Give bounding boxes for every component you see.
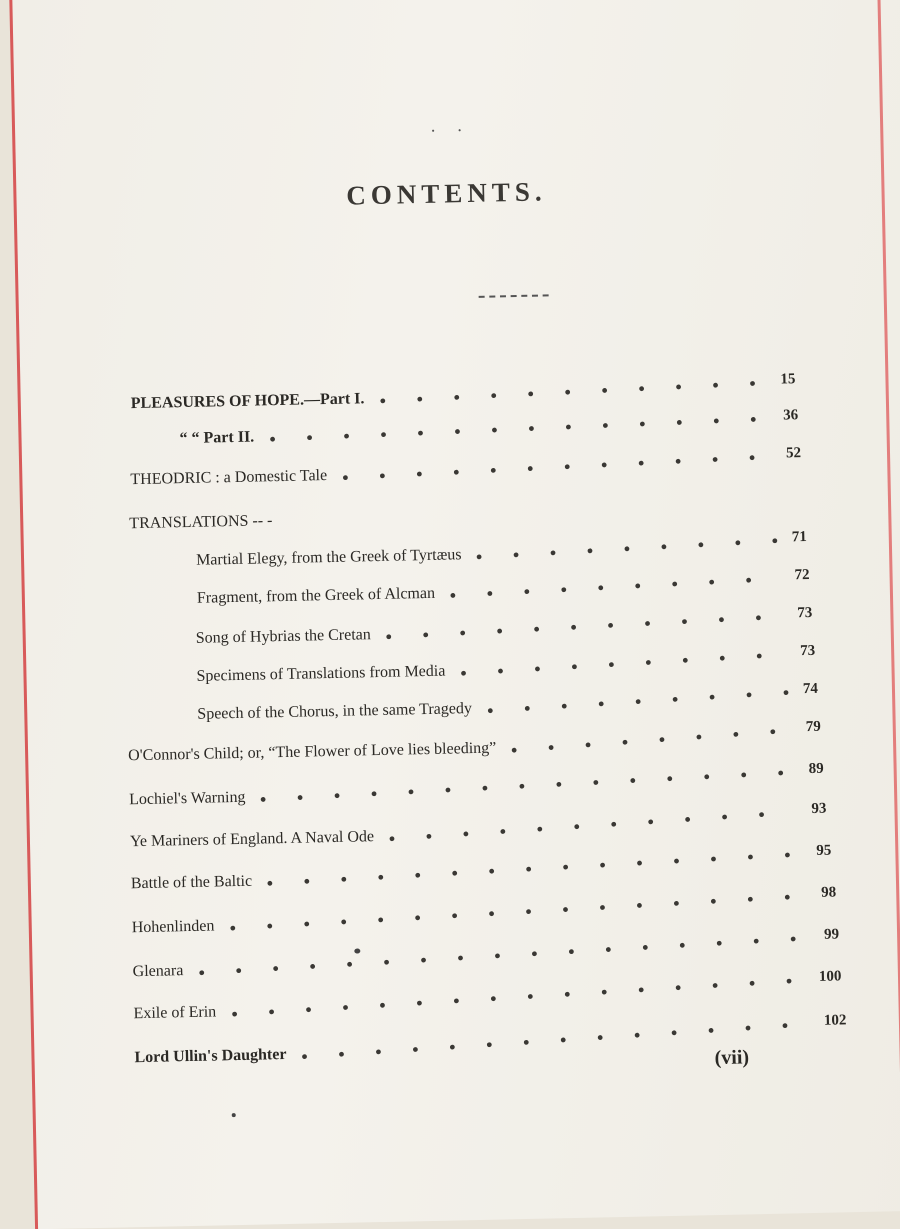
leader-dot — [426, 834, 431, 839]
toc-entry-page: 74 — [802, 680, 819, 698]
leader-dot — [599, 701, 604, 706]
leader-dot — [376, 1049, 381, 1054]
page-red-edge — [877, 0, 900, 1211]
leader-dot — [643, 945, 648, 950]
leader-dot — [630, 778, 635, 783]
leader-dot — [674, 859, 679, 864]
leader-dot — [561, 1038, 566, 1043]
leader-dot — [378, 875, 383, 880]
leader-dot — [566, 425, 571, 430]
leader-dot — [680, 943, 685, 948]
leader-dot — [698, 542, 703, 547]
leader-dot — [672, 1030, 677, 1035]
leader-dot — [640, 422, 645, 427]
leader-dot — [709, 580, 714, 585]
leader-dot — [489, 911, 494, 916]
leader-dot — [273, 966, 278, 971]
toc-entry-title: TRANSLATIONS -- - — [129, 512, 273, 533]
leader-dot — [770, 729, 775, 734]
toc-entry-title: Battle of the Baltic — [130, 872, 253, 893]
toc-entry-page: 95 — [816, 842, 832, 859]
leader-dot — [498, 669, 503, 674]
leader-dot — [341, 877, 346, 882]
leader-dot — [491, 393, 496, 398]
leader-dot — [735, 540, 740, 545]
leader-dot — [269, 1009, 274, 1014]
toc-entry-title: Exile of Erin — [133, 1003, 217, 1023]
leader-dot — [673, 697, 678, 702]
toc-entry — [196, 626, 371, 648]
leader-dot — [528, 466, 533, 471]
leader-dot — [500, 829, 505, 834]
toc-entry-title: Martial Elegy, from the Greek of Tyrtæus — [195, 546, 462, 569]
leader-dot — [267, 924, 272, 929]
leader-dot — [600, 863, 605, 868]
leader-dot — [347, 962, 352, 967]
leader-dot — [236, 968, 241, 973]
leader-dot — [772, 538, 777, 543]
toc-entry — [179, 429, 254, 449]
leader-dot — [722, 815, 727, 820]
leader-dot — [603, 423, 608, 428]
leader-dot — [733, 732, 738, 737]
leader-dot — [625, 546, 630, 551]
leader-dot — [535, 666, 540, 671]
toc-entry-page: 36 — [783, 407, 799, 424]
leader-dot — [636, 699, 641, 704]
leader-dot — [750, 981, 755, 986]
toc-entry-page: 52 — [785, 445, 802, 462]
leader-dot — [310, 964, 315, 969]
leader-dot — [232, 1012, 237, 1017]
leader-dot — [454, 470, 459, 475]
toc-entry-page: 79 — [805, 718, 821, 736]
leader-dot — [719, 617, 724, 622]
leader-dot — [372, 791, 377, 796]
leader-dot — [306, 1007, 311, 1012]
leader-dot — [482, 786, 487, 791]
leader-dot — [561, 587, 566, 592]
toc-entry — [196, 663, 445, 686]
leader-dot — [791, 937, 796, 942]
leader-dot — [720, 656, 725, 661]
leader-dot — [565, 464, 570, 469]
toc-entry-title: THEODRIC : a Domestic Tale — [130, 467, 328, 489]
leader-dot — [672, 582, 677, 587]
leader-dot — [423, 632, 428, 637]
leader-dot — [230, 926, 235, 931]
toc-entry-title: Lochiel's Warning — [128, 788, 246, 809]
leader-dot — [674, 901, 679, 906]
leader-dot — [450, 593, 455, 598]
leader-dot — [487, 1042, 492, 1047]
leader-dot — [341, 919, 346, 924]
leader-dot — [458, 956, 463, 961]
leader-dot — [572, 664, 577, 669]
page-title: CONTENTS. — [346, 176, 547, 211]
leader-dot — [598, 1035, 603, 1040]
leader-dot — [380, 1003, 385, 1008]
toc-entry-page: 100 — [818, 968, 842, 985]
leader-dot — [417, 1001, 422, 1006]
leader-dot — [751, 417, 756, 422]
leader-dot — [562, 704, 567, 709]
leader-dot — [711, 899, 716, 904]
toc-entry-title: O'Connor's Child; or, “The Flower of Love lies bleeding” — [128, 739, 497, 765]
leader-dot — [415, 915, 420, 920]
leader-dot — [676, 985, 681, 990]
book-page — [9, 0, 900, 1229]
leader-dot — [713, 383, 718, 388]
leader-dot — [646, 660, 651, 665]
leader-dot — [390, 836, 395, 841]
leader-dot — [746, 1026, 751, 1031]
toc-entry-page: 89 — [808, 760, 824, 778]
leader-dot — [532, 951, 537, 956]
leader-dot — [754, 939, 759, 944]
leader-dot — [343, 475, 348, 480]
leader-dot — [512, 748, 517, 753]
leader-dot — [635, 583, 640, 588]
leader-dot — [409, 789, 414, 794]
leader-dot — [714, 418, 719, 423]
leader-dot — [661, 544, 666, 549]
leader-dot — [417, 472, 422, 477]
toc-entry-page: 15 — [780, 371, 796, 388]
leader-dot — [491, 996, 496, 1001]
leader-dot — [307, 435, 312, 440]
leader-dot — [711, 857, 716, 862]
leader-dot — [593, 780, 598, 785]
leader-dot — [639, 987, 644, 992]
leader-dot — [267, 881, 272, 886]
toc-entry-title: Song of Hybrias the Cretan — [195, 626, 371, 647]
leader-dot — [787, 979, 792, 984]
leader-dot — [551, 550, 556, 555]
leader-dot — [784, 690, 789, 695]
leader-dot — [611, 822, 616, 827]
leader-dot — [660, 737, 665, 742]
leader-dot — [759, 812, 764, 817]
toc-entry — [132, 917, 215, 937]
leader-dot — [525, 706, 530, 711]
leader-dot — [717, 941, 722, 946]
leader-dot — [463, 831, 468, 836]
ornament-dots: · · — [429, 119, 471, 141]
leader-dot — [446, 788, 451, 793]
leader-dot — [270, 437, 275, 442]
toc-entry — [129, 789, 246, 809]
leader-dot — [602, 388, 607, 393]
toc-entry-page: 73 — [797, 604, 813, 622]
leader-dot — [750, 381, 755, 386]
leader-dot — [574, 824, 579, 829]
leader-dot — [549, 745, 554, 750]
leader-dot — [676, 385, 681, 390]
leader-dot — [524, 1040, 529, 1045]
leader-dot — [537, 827, 542, 832]
leader-dot — [461, 671, 466, 676]
leader-dot — [586, 742, 591, 747]
toc-entry-page: 99 — [823, 926, 840, 943]
leader-dot — [487, 591, 492, 596]
toc-entry-page: 72 — [794, 566, 810, 584]
leader-dot — [534, 627, 539, 632]
toc-entry — [197, 585, 435, 608]
leader-dot — [304, 922, 309, 927]
leader-dot — [304, 879, 309, 884]
toc-entry — [131, 390, 365, 413]
leader-dot — [452, 871, 457, 876]
leader-dot — [588, 548, 593, 553]
leader-dot — [606, 947, 611, 952]
toc-entry — [130, 828, 374, 851]
leader-dot — [477, 554, 482, 559]
leader-dot — [417, 397, 422, 402]
leader-dot — [748, 897, 753, 902]
leader-dot — [514, 552, 519, 557]
leader-dot — [602, 463, 607, 468]
leader-dot — [648, 819, 653, 824]
toc-entry — [130, 467, 327, 489]
leader-dot — [413, 1047, 418, 1052]
leader-dot — [667, 776, 672, 781]
leader-dot — [526, 867, 531, 872]
leader-dot — [639, 461, 644, 466]
toc-entry — [131, 873, 253, 894]
leader-dot — [598, 585, 603, 590]
toc-entry — [128, 740, 496, 766]
leader-dot — [529, 426, 534, 431]
toc-entry-title: Lord Ullin's Daughter — [134, 1046, 287, 1067]
leader-dot — [747, 692, 752, 697]
leader-dot — [600, 905, 605, 910]
leader-dot — [609, 662, 614, 667]
toc-entry-title: Specimens of Translations from Media — [196, 662, 446, 685]
leader-dot — [344, 434, 349, 439]
leader-dot — [199, 970, 204, 975]
leader-dot — [563, 865, 568, 870]
leader-dot — [524, 589, 529, 594]
toc-entry — [197, 700, 472, 724]
toc-entry-title: “ “ Part II. — [179, 428, 255, 448]
leader-dot — [639, 386, 644, 391]
leader-dot — [526, 909, 531, 914]
leader-dot — [519, 784, 524, 789]
leader-dot — [343, 1005, 348, 1010]
leader-dot — [637, 903, 642, 908]
toc-entry — [133, 962, 184, 981]
leader-dot — [608, 623, 613, 628]
leader-dot — [454, 395, 459, 400]
leader-dot — [489, 869, 494, 874]
leader-dot — [569, 949, 574, 954]
leader-dot — [339, 1052, 344, 1057]
leader-dot — [571, 625, 576, 630]
leader-dot — [623, 740, 628, 745]
leader-dot — [378, 917, 383, 922]
leader-dot — [528, 391, 533, 396]
leader-dot — [750, 455, 755, 460]
leader-dot — [746, 578, 751, 583]
leader-dot — [748, 855, 753, 860]
leader-dot — [713, 457, 718, 462]
leader-dot — [565, 992, 570, 997]
toc-entry-page: 98 — [821, 884, 837, 901]
leader-dot — [450, 1045, 455, 1050]
print-speck — [232, 1113, 236, 1117]
print-speck — [354, 948, 360, 953]
toc-entry-page: 102 — [823, 1012, 847, 1029]
leader-dot — [785, 895, 790, 900]
page-folio: (vii) — [714, 1046, 750, 1070]
leader-dot — [704, 774, 709, 779]
toc-entry — [133, 1003, 216, 1023]
leader-dot — [261, 797, 266, 802]
leader-dot — [384, 960, 389, 965]
toc-entry-page: 73 — [799, 642, 816, 660]
leader-dot — [495, 953, 500, 958]
leader-dot — [491, 468, 496, 473]
leader-dot — [380, 398, 385, 403]
leader-dot — [565, 390, 570, 395]
leader-dot — [645, 621, 650, 626]
leader-dot — [302, 1054, 307, 1059]
leader-dot — [488, 708, 493, 713]
leader-dot — [778, 771, 783, 776]
leader-dot — [492, 428, 497, 433]
toc-entry-title: Speech of the Chorus, in the same Tragedy — [197, 700, 473, 723]
toc-entry-title: Hohenlinden — [131, 917, 215, 937]
leader-dot — [381, 432, 386, 437]
leader-dot — [709, 1028, 714, 1033]
leader-dot — [756, 615, 761, 620]
leader-dot — [460, 631, 465, 636]
leader-dot — [710, 695, 715, 700]
leader-dot — [335, 793, 340, 798]
leader-dot — [298, 795, 303, 800]
toc-entry-page: 71 — [791, 529, 807, 546]
leader-dot — [380, 473, 385, 478]
title-rule — [479, 294, 549, 297]
leader-dot — [635, 1033, 640, 1038]
leader-dot — [785, 853, 790, 858]
toc-entry — [196, 546, 462, 570]
leader-dot — [741, 772, 746, 777]
leader-dot — [757, 654, 762, 659]
leader-dot — [676, 459, 681, 464]
leader-dot — [682, 619, 687, 624]
leader-dot — [685, 817, 690, 822]
leader-dot — [454, 998, 459, 1003]
leader-dot — [528, 994, 533, 999]
toc-section-heading — [129, 512, 272, 533]
leader-dot — [783, 1023, 788, 1028]
toc-entry-title: PLEASURES OF HOPE.—Part I. — [130, 390, 365, 413]
leader-dot — [418, 431, 423, 436]
leader-dot — [452, 913, 457, 918]
toc-entry-title: Ye Mariners of England. A Naval Ode — [129, 828, 375, 851]
leader-dot — [556, 782, 561, 787]
toc-entry-page: 93 — [811, 800, 827, 817]
leader-dot — [713, 983, 718, 988]
toc-entry-title: Fragment, from the Greek of Alcman — [196, 584, 436, 607]
leader-dot — [455, 429, 460, 434]
toc-entry-title: Glenara — [132, 962, 184, 981]
leader-dot — [497, 629, 502, 634]
leader-dot — [677, 420, 682, 425]
leader-dot — [696, 735, 701, 740]
leader-dot — [386, 634, 391, 639]
leader-dot — [415, 873, 420, 878]
leader-dot — [683, 658, 688, 663]
leader-dot — [602, 990, 607, 995]
leader-dot — [637, 861, 642, 866]
toc-entry — [134, 1046, 286, 1067]
leader-dot — [563, 907, 568, 912]
leader-dot — [421, 958, 426, 963]
